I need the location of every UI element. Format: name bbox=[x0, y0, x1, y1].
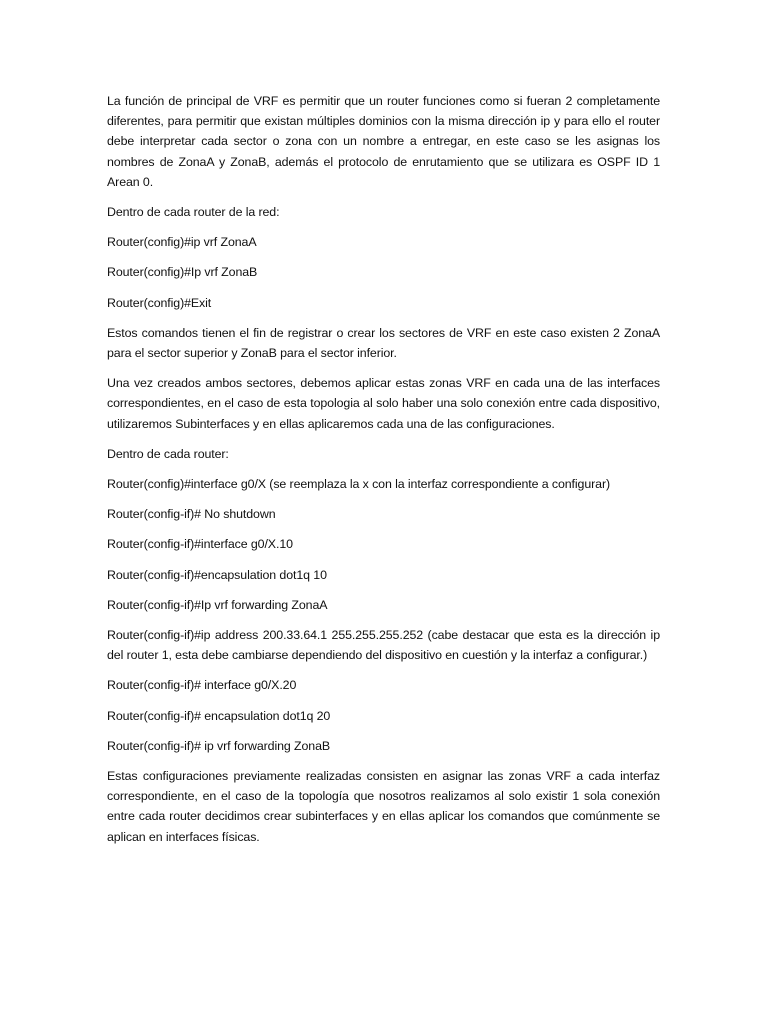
document-body bbox=[107, 91, 660, 857]
paragraph-commands-explanation: Estos comandos tienen el fin de registrar o crear los sectores de VRF en este caso existen 2 ZonaA para el sector superior y ZonaB para el sector inferior. bbox=[107, 325, 660, 361]
paragraph-summary: Estas configuraciones previamente realizadas consisten en asignar las zonas VRF a cada interfaz correspondiente, en el caso de la topología que nosotros realizamos al solo existir 1 sola conexión entre cada router decidimos crear subinterfaces y en ellas aplicar los comandos que comúnmente se aplican en interfaces físicas. bbox=[107, 769, 660, 844]
paragraph-router-heading: Dentro de cada router: bbox=[107, 446, 229, 461]
command-line-ip-address: Router(config-if)#ip address 200.33.64.1 255.255.255.252 (cabe destacar que esta es la dirección ip del router 1, esta debe cambiarse dependiendo del dispositivo en cuestión y la interfaz a configurar.) bbox=[107, 628, 660, 663]
command-line: Router(config-if)# encapsulation dot1q 20 bbox=[107, 708, 331, 723]
command-line: Router(config-if)#encapsulation dot1q 10 bbox=[107, 567, 327, 582]
command-line: Router(config-if)# No shutdown bbox=[107, 507, 276, 522]
command-line: Router(config-if)#Ip vrf forwarding ZonaA bbox=[107, 597, 328, 612]
command-line: Router(config)#Exit bbox=[107, 295, 212, 310]
paragraph-router-heading: Dentro de cada router de la red: bbox=[107, 205, 280, 220]
command-line: Router(config-if)#interface g0/X.10 bbox=[107, 537, 293, 552]
command-line: Router(config)#Ip vrf ZonaB bbox=[107, 265, 258, 280]
paragraph-intro-vrf: La función de principal de VRF es permitir que un router funciones como si fueran 2 completamente diferentes, para permitir que existan múltiples dominios con la misma dirección ip y para ello el router debe interpretar cada sector o zona con un nombre a entregar, en este caso se les asignas los nombres de ZonaA y ZonaB, además el protocolo de enrutamiento que se utilizara es OSPF ID 1 Arean 0. bbox=[107, 94, 660, 189]
command-line: Router(config)#ip vrf ZonaA bbox=[107, 235, 257, 250]
command-line: Router(config-if)# interface g0/X.20 bbox=[107, 678, 297, 693]
command-line: Router(config-if)# ip vrf forwarding ZonaB bbox=[107, 738, 331, 753]
command-line: Router(config)#interface g0/X (se reemplaza la x con la interfaz correspondiente a configurar) bbox=[107, 477, 611, 492]
paragraph-subinterfaces: Una vez creados ambos sectores, debemos aplicar estas zonas VRF en cada una de las interfaces correspondientes, en el caso de esta topologia al solo haber una solo conexión entre cada dispositivo, utilizaremos Subinterfaces y en ellas aplicaremos cada una de las configuraciones. bbox=[107, 376, 660, 431]
